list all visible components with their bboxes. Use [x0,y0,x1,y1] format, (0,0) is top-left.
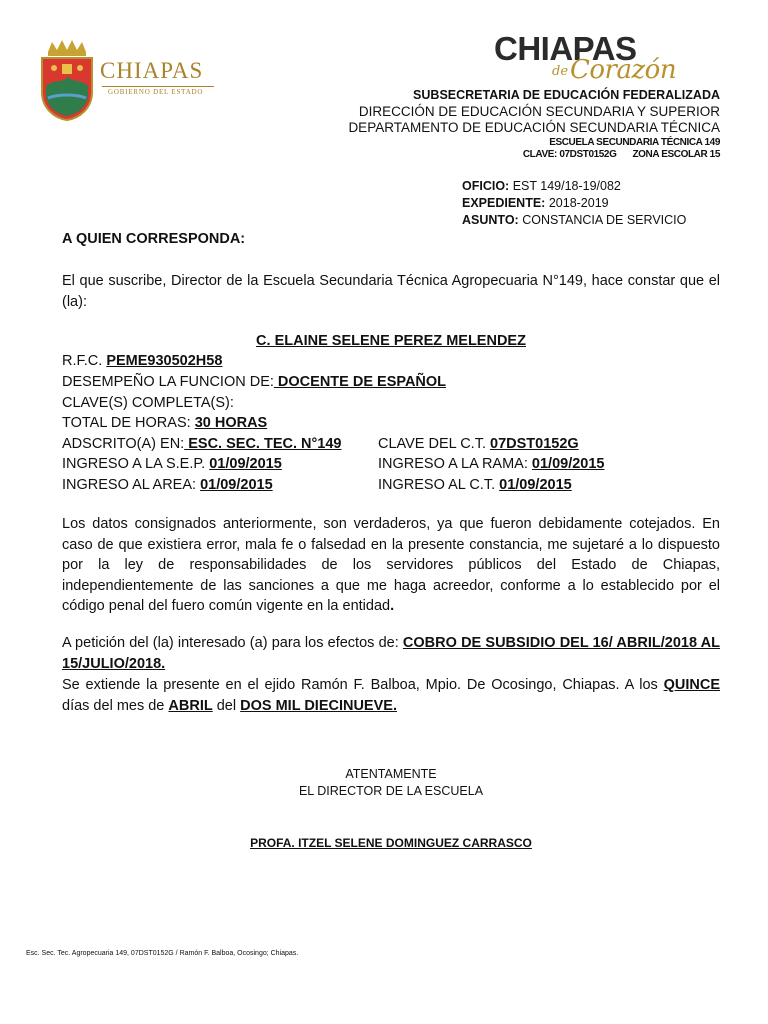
brand-logo-de: de [552,64,569,79]
ingreso-rama-line [378,456,605,472]
seal-subtitle: GOBIERNO DEL ESTADO [108,88,204,96]
escuela-line: ESCUELA SECUNDARIA TÉCNICA 149 [549,137,720,148]
subsecretaria-line: SUBSECRETARIA DE EDUCACIÓN FEDERALIZADA [413,88,720,102]
ingreso-ct-line [378,477,572,493]
state-coat-of-arms-icon [38,38,96,122]
peticion-value: COBRO DE SUBSIDIO DEL 16/ ABRIL/2018 AL 15/JULIO/2018. [62,635,720,672]
clave-zona-line [523,149,720,160]
ingreso-rama-value: 01/09/2015 [531,456,605,472]
asunto-label: ASUNTO: [462,213,519,227]
expediente-line [462,196,609,210]
anio-value: DOS MIL DIECINUEVE. [240,697,397,714]
expediente-label: EXPEDIENTE: [462,196,546,210]
declaration-period: . [390,598,395,614]
employee-name: C. ELAINE SELENE PEREZ MELENDEZ [256,333,526,349]
direccion-line: DIRECCIÓN DE EDUCACIÓN SECUNDARIA Y SUPERIOR [358,104,720,119]
dias-text: días del mes de [62,697,169,714]
zona-text: ZONA ESCOLAR 15 [632,149,720,160]
closing-text: ATENTAMENTE [345,767,437,781]
rfc-value: PEME930502H58 [106,353,223,369]
funcion-label: DESEMPEÑO LA FUNCION DE: [62,374,274,390]
extiende-text: Se extiende la presente en el ejido Ramón F. Balboa, Mpio. De Ocosingo, Chiapas. A los [62,677,664,693]
ingreso-sep-value: 01/09/2015 [209,456,282,472]
signer-title: EL DIRECTOR DE LA ESCUELA [298,784,484,798]
ingreso-rama-label: INGRESO A LA RAMA: [378,456,532,472]
expediente-value: 2018-2019 [545,196,609,210]
rfc-line [62,353,222,369]
oficio-line [462,179,621,193]
extiende-paragraph [62,675,720,716]
rfc-label: R.F.C. [62,353,107,369]
ingreso-ct-value: 01/09/2015 [499,477,572,493]
adscrito-label: ADSCRITO(A) EN: [62,436,185,452]
clave-ct-value: 07DST0152G [490,436,579,452]
clave-text: CLAVE: 07DST0152G [522,149,617,160]
oficio-value: EST 149/18-19/082 [509,179,621,193]
seal-divider [102,86,214,87]
asunto-value: CONSTANCIA DE SERVICIO [518,213,687,227]
intro-paragraph: El que suscribe, Director de la Escuela Secundaria Técnica Agropecuaria N°149, hace constar que el (la): [62,273,720,310]
peticion-paragraph [62,633,720,674]
funcion-line [62,374,446,390]
departamento-line: DEPARTAMENTO DE EDUCACIÓN SECUNDARIA TÉCNICA [348,120,720,135]
ingreso-area-label: INGRESO AL AREA: [62,477,201,493]
horas-value: 30 HORAS [194,415,268,431]
del-text: del [212,697,241,714]
asunto-line [462,213,686,227]
dia-value: QUINCE [663,677,720,693]
signer-name: PROFA. ITZEL SELENE DOMINGUEZ CARRASCO [250,836,532,850]
seal-wordmark: CHIAPAS [100,58,204,83]
adscrito-value: ESC. SEC. TEC. N°149 [184,436,342,452]
ingreso-area-value: 01/09/2015 [200,477,273,493]
declaration-paragraph [62,514,720,617]
salutation: A QUIEN CORRESPONDA: [62,231,246,247]
horas-line [62,415,267,431]
ingreso-area-line [62,477,273,493]
clave-ct-line [378,436,579,452]
brand-logo-main: CHIAPAS [494,30,637,67]
peticion-text: A petición del (la) interesado (a) para los efectos de: [62,635,403,651]
declaration-text: Los datos consignados anteriormente, son verdaderos, ya que fueron debidamente cotejados. En caso de que existiera error, mala fe o falsedad en la presente constancia, me sujetaré a lo dispuesto por la ley de responsabilidades de los servidores públicos del Estado de Chiapas, independientemente de las sanciones a que me haga acreedor, conforme a lo establecido por el código penal del fuero común vigente en la entidad [62,516,720,614]
brand-logo-script: Corazón [570,55,677,85]
funcion-value: DOCENTE DE ESPAÑOL [273,374,447,390]
oficio-label: OFICIO: [462,179,510,193]
mes-value: ABRIL [168,697,213,714]
clave-ct-label: CLAVE DEL C.T. [378,436,491,452]
ingreso-sep-line [62,456,282,472]
ingreso-ct-label: INGRESO AL C.T. [378,477,500,493]
horas-label: TOTAL DE HORAS: [62,415,195,431]
footer-address: Esc. Sec. Tec. Agropecuaria 149, 07DST0152G / Ramón F. Balboa, Ocosingo; Chiapas. [26,950,299,957]
adscrito-line [62,436,342,452]
claves-line: CLAVE(S) COMPLETA(S): [62,395,234,411]
ingreso-sep-label: INGRESO A LA S.E.P. [62,456,210,472]
